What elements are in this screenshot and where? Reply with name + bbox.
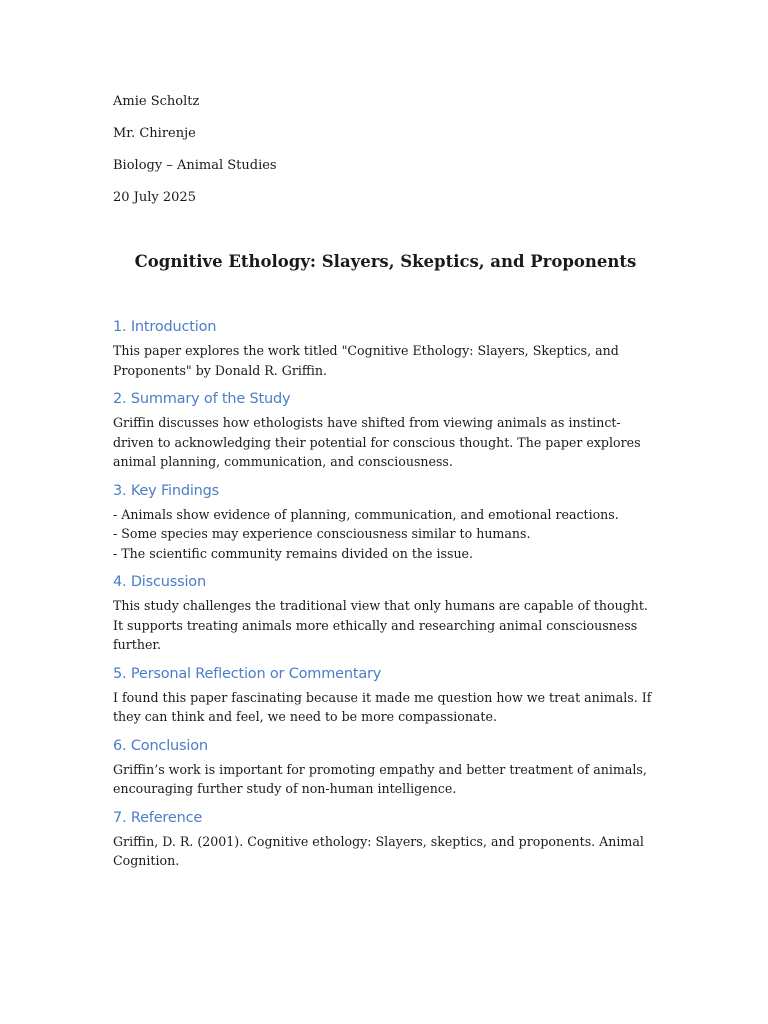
section-paragraph: This paper explores the work titled "Cognitive Ethology: Slayers, Skeptics, and Proponents" by Donald R. Griffin. — [113, 343, 619, 378]
section-heading: 5. Personal Reflection or Commentary — [113, 665, 382, 682]
finding-line: - Animals show evidence of planning, communication, and emotional reactions. — [113, 506, 619, 522]
section-heading: 3. Key Findings — [113, 482, 220, 499]
section-heading: 7. Reference — [113, 809, 203, 826]
section-reference — [113, 808, 658, 871]
section-reflection — [113, 664, 658, 727]
section-heading: 6. Conclusion — [113, 737, 208, 754]
document-title: Cognitive Ethology: Slayers, Skeptics, and Proponents — [134, 252, 637, 271]
section-heading: 2. Summary of the Study — [113, 391, 291, 407]
section-conclusion — [113, 736, 658, 799]
instructor-name: Mr. Chirenje — [113, 126, 196, 141]
sections-container — [113, 317, 658, 871]
section-paragraph: Griffin, D. R. (2001). Cognitive ethology: Slayers, skeptics, and proponents. Animal Cognition. — [113, 833, 644, 868]
section-paragraph: This study challenges the traditional view that only humans are capable of thought. It supports treating animals more ethically and researching animal consciousness further. — [113, 598, 648, 652]
course-name: Biology – Animal Studies — [113, 158, 277, 173]
document-date: 20 July 2025 — [113, 190, 196, 205]
section-introduction — [113, 317, 658, 380]
finding-line: - The scientific community remains divided on the issue. — [113, 545, 474, 561]
section-summary — [113, 389, 658, 472]
section-key-findings — [113, 481, 658, 564]
section-paragraph: Griffin’s work is important for promoting empathy and better treatment of animals, encouraging further study of non-human intelligence. — [113, 761, 647, 796]
section-paragraph: Griffin discusses how ethologists have shifted from viewing animals as instinct-driven to acknowledging their potential for conscious thought. The paper explores animal planning, communication, and consciousness. — [113, 415, 641, 469]
section-discussion — [113, 572, 658, 655]
author-name: Amie Scholtz — [113, 94, 200, 109]
document-page — [113, 92, 658, 880]
finding-line: - Some species may experience consciousness similar to humans. — [113, 526, 531, 541]
section-heading: 4. Discussion — [113, 574, 206, 590]
section-heading: 1. Introduction — [113, 319, 217, 335]
section-paragraph: I found this paper fascinating because it made me question how we treat animals. If they can think and feel, we need to be more compassionate. — [113, 689, 652, 724]
